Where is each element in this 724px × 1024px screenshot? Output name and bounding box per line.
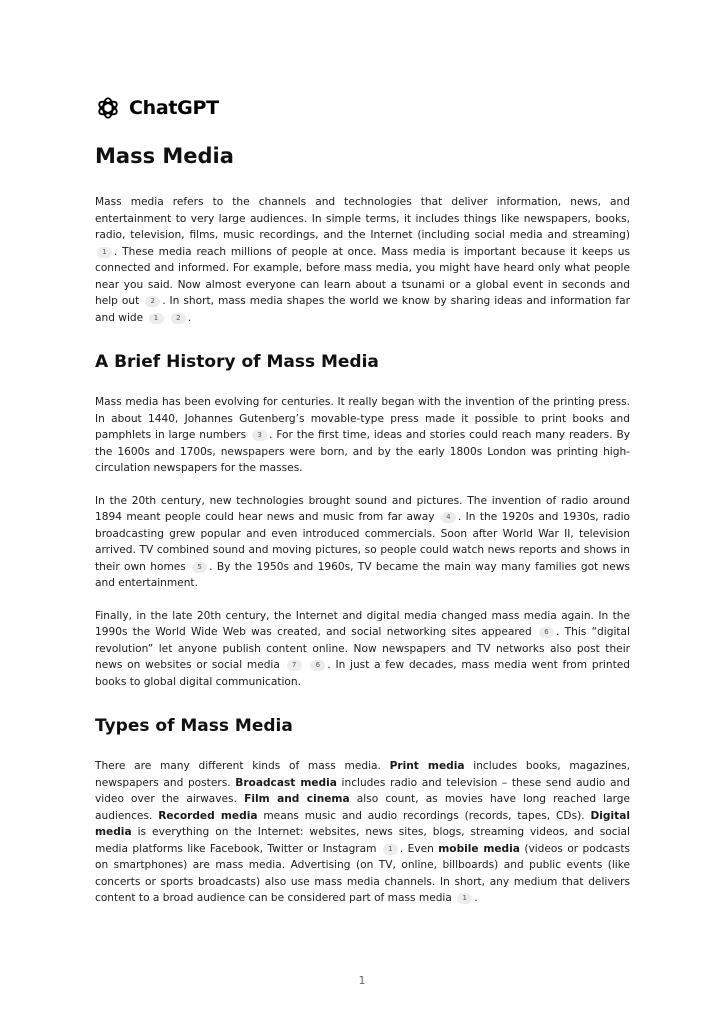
citation-badge[interactable]: 2 [171, 313, 186, 324]
citation-badge[interactable]: 1 [97, 247, 112, 258]
brand-name: ChatGPT [129, 97, 219, 119]
section-heading-history: A Brief History of Mass Media [95, 352, 379, 372]
history-paragraph-1: Mass media has been evolving for centuries. It really began with the invention of the printing press. In about 1440, Johannes Gutenberg’s movable-type press made it possible to print books and pamphlets in large numbers 3 . For the first time, ideas and stories could reach many readers. By the 1600s and 1700s, newspapers were born, and by the early 1800s London was printing high-circulation newspapers for the masses. [95, 396, 630, 474]
citation-badge[interactable]: 1 [383, 844, 398, 855]
document-body [95, 140, 630, 923]
citation-badge[interactable]: 4 [441, 512, 456, 523]
history-paragraph-2: In the 20th century, new technologies brought sound and pictures. The invention of radio around 1894 meant people could hear news and music from far away 4 . In the 1920s and 1930s, radio broadcasting grew popular and even introduced commercials. Soon after World War II, television arrived. TV combined sound and moving pictures, so people could watch news reports and shows in their own homes 5 . By the 1950s and 1960s, TV became the main way many families got news and entertainment. [95, 494, 630, 589]
openai-logo-icon [95, 95, 121, 121]
page-number: 1 [358, 974, 366, 987]
citation-badge[interactable]: 1 [457, 893, 472, 904]
page-title: Mass Media [95, 144, 234, 168]
types-paragraph: There are many different kinds of mass media. Print media includes books, magazines, newspapers and posters. Broadcast media includes radio and television – these send audio and video over the airwaves. Film and cinema also count, as movies have long reached large audiences. Recorded media means music and audio recordings (records, tapes, CDs). Digital media is everything on the Internet: websites, news sites, blogs, streaming videos, and social media platforms like Facebook, Twitter or Instagram 1 . Even mobile media (videos or podcasts on smartphones) are mass media. Advertising (on TV, online, billboards) and public events (like concerts or sports broadcasts) also use mass media channels. In short, any medium that delivers content to a broad audience can be considered part of mass media 1 . [95, 760, 631, 904]
citation-badge[interactable]: 6 [310, 660, 325, 671]
section-heading-types: Types of Mass Media [95, 716, 293, 736]
citation-badge[interactable]: 5 [192, 562, 207, 573]
citation-badge[interactable]: 2 [145, 296, 160, 307]
citation-badge[interactable]: 1 [149, 313, 164, 324]
citation-badge[interactable]: 3 [252, 430, 267, 441]
citation-badge[interactable]: 7 [287, 660, 302, 671]
history-paragraph-3: Finally, in the late 20th century, the Internet and digital media changed mass media again. In the 1990s the World Wide Web was created, and social networking sites appeared 6 . This “digital revolution” let anyone publish content online. Now newspapers and TV networks also post their news on websites or social media 7 6 . In just a few decades, mass media went from printed books to global digital communication. [95, 609, 630, 688]
brand-logo [95, 94, 219, 122]
citation-badge[interactable]: 6 [539, 627, 554, 638]
intro-paragraph: Mass media refers to the channels and technologies that deliver information, news, and entertainment to very large audiences. In simple terms, it includes things like newspapers, books, radio, television, films, music recordings, and the Internet (including social media and streaming) 1 . These media reach millions of people at once. Mass media is important because it keeps us connected and informed. For example, before mass media, you might have heard only what people near you said. Now almost everyone can learn about a tsunami or a global event in seconds and help out 2 . In short, mass media shapes the world we know by sharing ideas and information far and wide 1 2 . [95, 196, 630, 324]
